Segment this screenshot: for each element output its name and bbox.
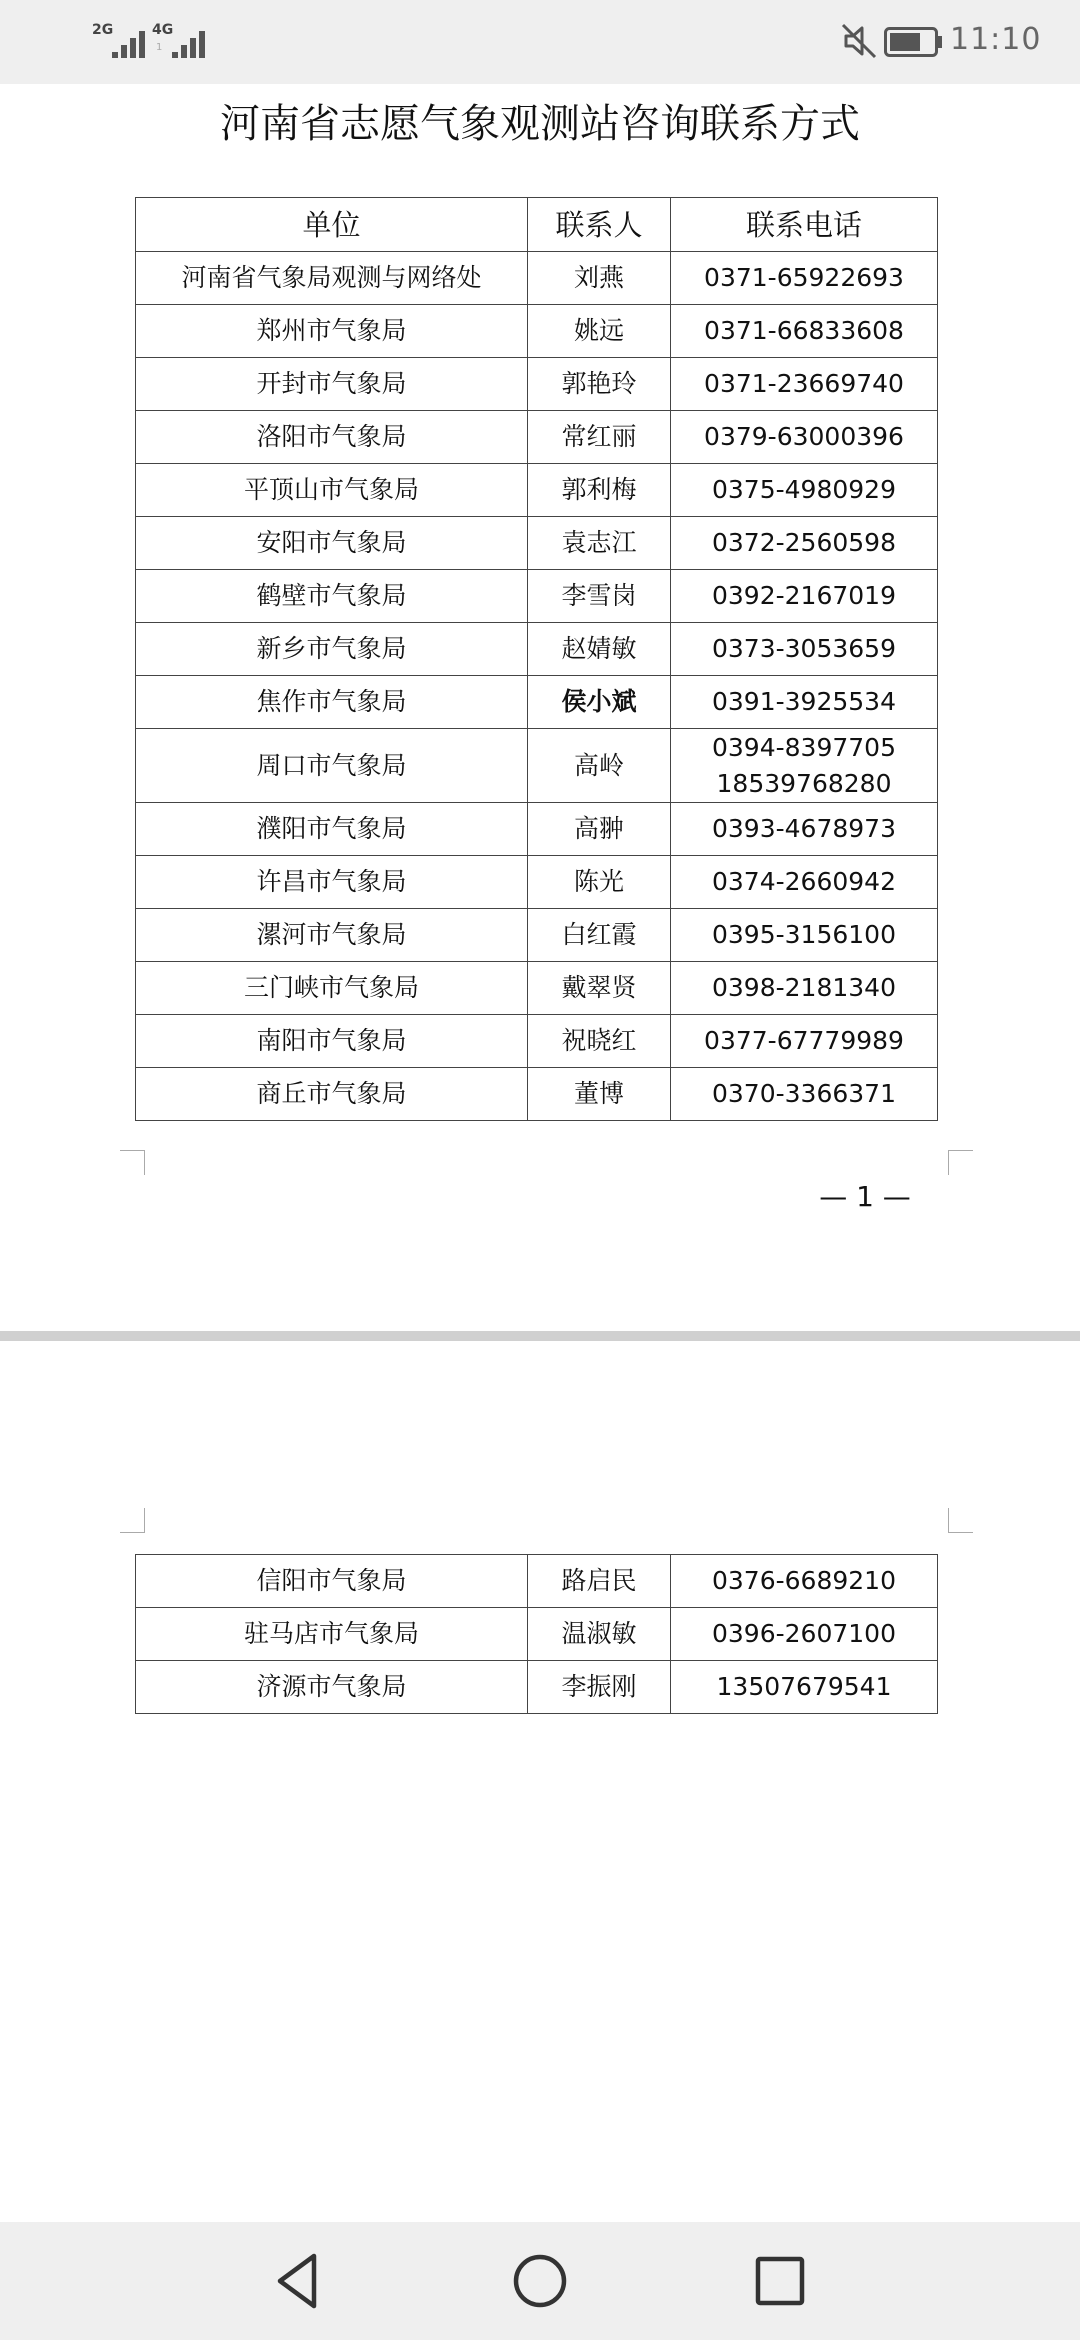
contacts-table (135, 197, 938, 1121)
table-row (136, 252, 938, 305)
unit-cell: 南阳市气象局 (136, 1015, 528, 1068)
unit-cell: 焦作市气象局 (136, 676, 528, 729)
phone-cell: 0375-4980929 (671, 464, 938, 517)
contact-cell: 高岭 (528, 729, 671, 803)
sim2-label: 4G (152, 22, 174, 38)
phone-cell: 0391-3925534 (671, 676, 938, 729)
table-row (136, 909, 938, 962)
phone-cell: 0372-2560598 (671, 517, 938, 570)
unit-cell: 平顶山市气象局 (136, 464, 528, 517)
document-title: 河南省志愿气象观测站咨询联系方式 (220, 101, 860, 147)
unit-cell: 新乡市气象局 (136, 623, 528, 676)
page-separator (0, 1331, 1080, 1341)
phone-cell: 0371-65922693 (671, 252, 938, 305)
unit-cell: 鹤壁市气象局 (136, 570, 528, 623)
contact-cell: 戴翠贤 (528, 962, 671, 1015)
contact-cell: 袁志江 (528, 517, 671, 570)
mute-icon (838, 20, 880, 62)
contact-cell: 郭利梅 (528, 464, 671, 517)
recents-icon[interactable] (745, 2248, 815, 2314)
contact-cell: 路启民 (528, 1555, 671, 1608)
contacts-table-continued (135, 1554, 938, 1714)
table-row (136, 803, 938, 856)
contact-cell: 董博 (528, 1068, 671, 1121)
phone-line: 18539768280 (716, 768, 892, 798)
unit-cell: 漯河市气象局 (136, 909, 528, 962)
contact-cell: 郭艳玲 (528, 358, 671, 411)
phone-cell: 0374-2660942 (671, 856, 938, 909)
table-row (136, 1608, 938, 1661)
unit-cell: 洛阳市气象局 (136, 411, 528, 464)
table-row (136, 1015, 938, 1068)
sim2-sub: 1 (156, 42, 163, 53)
page-number: — 1 — (819, 1180, 911, 1213)
table-row (136, 676, 938, 729)
contact-cell: 姚远 (528, 305, 671, 358)
table-header-row (136, 198, 938, 252)
unit-cell: 驻马店市气象局 (136, 1608, 528, 1661)
unit-cell: 三门峡市气象局 (136, 962, 528, 1015)
phone-cell: 0377-67779989 (671, 1015, 938, 1068)
unit-cell: 周口市气象局 (136, 729, 528, 803)
table-row (136, 1555, 938, 1608)
header-unit: 单位 (136, 198, 528, 252)
table-row (136, 358, 938, 411)
contact-cell: 赵婧敏 (528, 623, 671, 676)
phone-cell: 13507679541 (671, 1661, 938, 1714)
unit-cell: 郑州市气象局 (136, 305, 528, 358)
contact-cell: 刘燕 (528, 252, 671, 305)
battery-icon (884, 27, 944, 57)
phone-cell: 0395-3156100 (671, 909, 938, 962)
sim2-signal (152, 22, 212, 58)
table-row (136, 464, 938, 517)
table-row (136, 1661, 938, 1714)
navigation-bar (0, 2222, 1080, 2340)
contact-cell: 温淑敏 (528, 1608, 671, 1661)
clock: 11:10 (950, 22, 1042, 57)
unit-cell: 济源市气象局 (136, 1661, 528, 1714)
contact-cell: 侯小斌 (528, 676, 671, 729)
phone-cell (671, 729, 938, 803)
sim1-signal (92, 22, 152, 58)
phone-cell: 0398-2181340 (671, 962, 938, 1015)
table-row (136, 570, 938, 623)
phone-cell: 0396-2607100 (671, 1608, 938, 1661)
phone-cell: 0371-66833608 (671, 305, 938, 358)
phone-cell: 0392-2167019 (671, 570, 938, 623)
table-row (136, 1068, 938, 1121)
page-corner-mark (948, 1150, 973, 1175)
phone-cell: 0376-6689210 (671, 1555, 938, 1608)
table-row (136, 856, 938, 909)
table-row (136, 623, 938, 676)
contact-cell: 李雪岗 (528, 570, 671, 623)
unit-cell: 许昌市气象局 (136, 856, 528, 909)
contact-cell: 高翀 (528, 803, 671, 856)
contact-cell: 祝晓红 (528, 1015, 671, 1068)
phone-cell: 0393-4678973 (671, 803, 938, 856)
page-corner-mark (120, 1150, 145, 1175)
unit-cell: 安阳市气象局 (136, 517, 528, 570)
contact-cell: 陈光 (528, 856, 671, 909)
back-icon[interactable] (266, 2248, 336, 2314)
table-row (136, 729, 938, 803)
sim1-label: 2G (92, 22, 114, 38)
phone-line: 0394-8397705 (712, 732, 896, 762)
table-row (136, 517, 938, 570)
contact-cell: 常红丽 (528, 411, 671, 464)
page-corner-mark (948, 1508, 973, 1533)
phone-cell: 0379-63000396 (671, 411, 938, 464)
unit-cell: 濮阳市气象局 (136, 803, 528, 856)
contact-cell: 白红霞 (528, 909, 671, 962)
header-phone: 联系电话 (671, 198, 938, 252)
status-bar (0, 0, 1080, 84)
page-corner-mark (120, 1508, 145, 1533)
contact-cell: 李振刚 (528, 1661, 671, 1714)
unit-cell: 开封市气象局 (136, 358, 528, 411)
signal-icon (172, 26, 216, 58)
header-contact: 联系人 (528, 198, 671, 252)
contacts-table-body (136, 198, 938, 1121)
unit-cell: 河南省气象局观测与网络处 (136, 252, 528, 305)
phone-cell: 0371-23669740 (671, 358, 938, 411)
signal-icon (112, 26, 156, 58)
unit-cell: 商丘市气象局 (136, 1068, 528, 1121)
contacts-table-body (136, 1555, 938, 1714)
unit-cell: 信阳市气象局 (136, 1555, 528, 1608)
table-row (136, 411, 938, 464)
phone-cell: 0373-3053659 (671, 623, 938, 676)
table-row (136, 962, 938, 1015)
phone-cell: 0370-3366371 (671, 1068, 938, 1121)
table-row (136, 305, 938, 358)
home-icon[interactable] (505, 2248, 575, 2314)
